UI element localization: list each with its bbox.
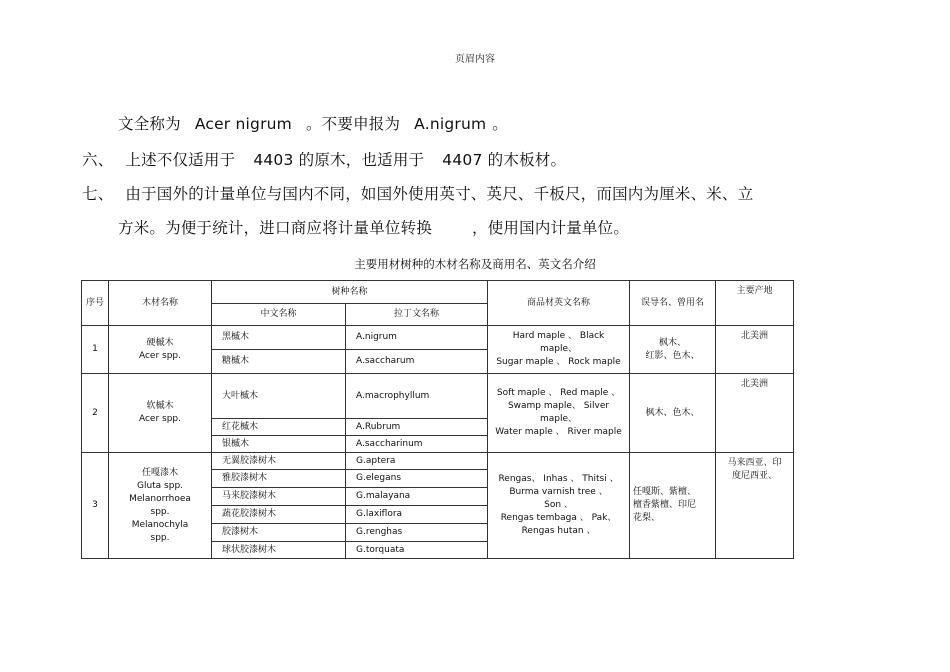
wood-name-cell: 软槭木 Acer spp. bbox=[109, 374, 212, 453]
trade-name-cell: Rengas、 Inhas 、 Thitsi 、 Burma varnish tree 、 Son 、 Rengas tembaga 、 Pak、 Rengas hutan 、 bbox=[488, 453, 630, 559]
chinese-name-cell: 糖槭木 bbox=[212, 350, 346, 374]
misnomer-cell: 枫木、色木、 bbox=[630, 374, 716, 453]
chinese-name-cell: 胶漆树木 bbox=[212, 524, 346, 542]
trade-name-cell: Soft maple 、 Red maple 、 Swamp maple、 Silver maple、 Water maple 、 River maple bbox=[488, 374, 630, 453]
origin-cell: 马来西亚、印 度尼西亚、 bbox=[716, 453, 794, 559]
latin-name-cell: G.elegans bbox=[346, 470, 488, 488]
wood-name-cell: 任嘎漆木 Gluta spp. Melanorrhoea spp. Melanochyla spp. bbox=[109, 453, 212, 559]
latin-name-cell: A.saccharinum bbox=[346, 436, 488, 453]
latin-name-cell: G.malayana bbox=[346, 488, 488, 506]
table-caption: 主要用材树种的木材名称及商用名、英文名介绍 bbox=[354, 257, 596, 271]
latin-name: Acer nigrum bbox=[194, 115, 292, 133]
misnomer-cell: 枫木、 红影、色木、 bbox=[630, 326, 716, 374]
chinese-name-cell: 无翼胶漆树木 bbox=[212, 453, 346, 470]
text-segment: 4403 的原木，也适用于 bbox=[253, 151, 425, 169]
latin-name-cell: A.saccharum bbox=[346, 350, 488, 374]
timber-table bbox=[81, 280, 794, 559]
header-no: 序号 bbox=[82, 281, 109, 326]
table-row bbox=[82, 326, 794, 350]
chinese-name-cell: 球状胶漆树木 bbox=[212, 542, 346, 559]
text-segment: 。不要申报为 bbox=[305, 115, 401, 133]
wood-name-cell: 硬槭木 Acer spp. bbox=[109, 326, 212, 374]
latin-name-cell: A.macrophyllum bbox=[346, 374, 488, 419]
item-7-line-2 bbox=[118, 216, 629, 238]
text-segment: 方米。为便于统计，进口商应将计量单位转换 bbox=[118, 219, 433, 237]
header-row-1 bbox=[82, 281, 794, 304]
misnomer-cell: 任嘎斯、紫檀、 檀香紫檀、印尼 花梨、 bbox=[630, 453, 716, 559]
chinese-name-cell: 红花槭木 bbox=[212, 419, 346, 436]
item-number: 六、 bbox=[82, 151, 114, 169]
latin-name: A.nigrum bbox=[414, 115, 487, 133]
row-number: 2 bbox=[82, 374, 109, 453]
chinese-name-cell: 蔬花胶漆树木 bbox=[212, 506, 346, 524]
header-species: 树种名称 bbox=[212, 281, 488, 304]
page-header: 页眉内容 bbox=[455, 54, 495, 65]
table-row bbox=[82, 453, 794, 470]
item-7-line-1 bbox=[82, 182, 753, 204]
chinese-name-cell: 马来胶漆树木 bbox=[212, 488, 346, 506]
trade-name-cell: Hard maple 、 Black maple、 Sugar maple 、 Rock maple bbox=[488, 326, 630, 374]
header-chinese-name: 中文名称 bbox=[212, 304, 346, 326]
header-misnomer: 误导名、曾用名 bbox=[630, 281, 716, 326]
latin-name-cell: G.laxiflora bbox=[346, 506, 488, 524]
row-number: 1 bbox=[82, 326, 109, 374]
header-trade-name: 商品材英文名称 bbox=[488, 281, 630, 326]
paragraph-line-1 bbox=[118, 112, 508, 134]
chinese-name-cell: 雅胶漆树木 bbox=[212, 470, 346, 488]
chinese-name-cell: 黑槭木 bbox=[212, 326, 346, 350]
origin-cell: 北美洲 bbox=[716, 374, 794, 453]
header-wood-name: 木材名称 bbox=[109, 281, 212, 326]
latin-name-cell: G.torquata bbox=[346, 542, 488, 559]
chinese-name-cell: 银槭木 bbox=[212, 436, 346, 453]
item-6 bbox=[82, 148, 566, 170]
text-segment: ，使用国内计量单位。 bbox=[472, 219, 630, 237]
latin-name-cell: A.Rubrum bbox=[346, 419, 488, 436]
text-segment: 由于国外的计量单位与国内不同，如国外使用英寸、英尺、千板尺，而国内为厘米、米、立 bbox=[125, 185, 754, 203]
header-origin: 主要产地 bbox=[716, 281, 794, 326]
latin-name-cell: G.aptera bbox=[346, 453, 488, 470]
text-segment: 。 bbox=[492, 115, 508, 133]
chinese-name-cell: 大叶槭木 bbox=[212, 374, 346, 419]
row-number: 3 bbox=[82, 453, 109, 559]
origin-cell: 北美洲 bbox=[716, 326, 794, 374]
item-number: 七、 bbox=[82, 185, 114, 203]
latin-name-cell: G.renghas bbox=[346, 524, 488, 542]
latin-name-cell: A.nigrum bbox=[346, 326, 488, 350]
text-segment: 4407 的木板材。 bbox=[442, 151, 567, 169]
table-row bbox=[82, 374, 794, 419]
text-segment: 文全称为 bbox=[118, 115, 181, 133]
header-latin-name: 拉丁文名称 bbox=[346, 304, 488, 326]
text-segment: 上述不仅适用于 bbox=[125, 151, 236, 169]
